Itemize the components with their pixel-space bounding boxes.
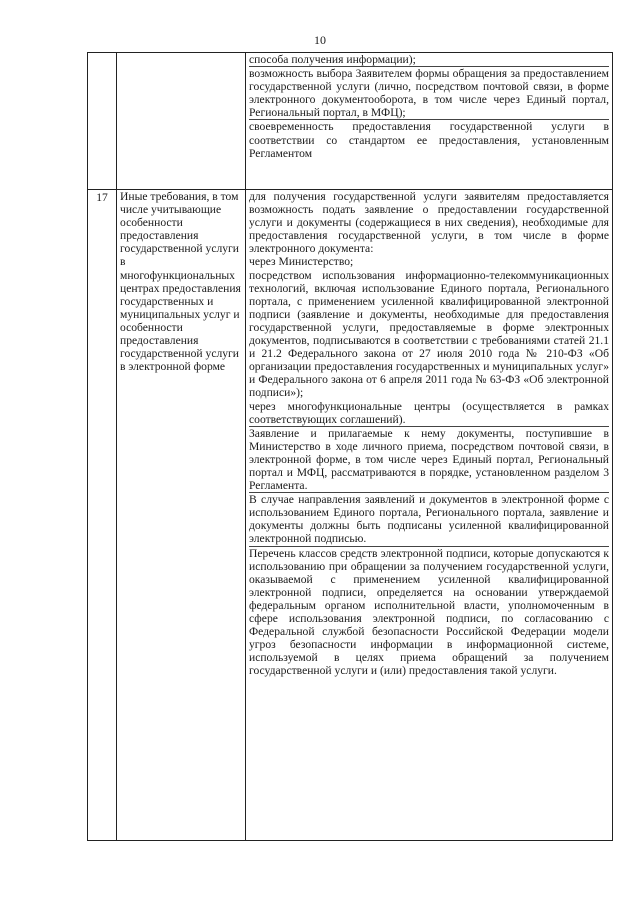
content-cell <box>246 53 613 190</box>
paragraph: Перечень классов средств электронной подписи, которые допускаются к использованию при обращении за получением государственной услуги, оказываемой с применением усиленной квалифицированной электронной подписи, определяется на основании утверждаемой федеральным органом исполнительной власти, уполномоченным в сфере использования электронной подписи, по согласованию с Федеральной службой безопасности Российской Федерации модели угроз безопасности информации в информационной системе, используемой в целях приема обращений за получением государственной услуги и (или) предоставления такой услуги. <box>249 546 609 678</box>
row-number: 17 <box>96 191 108 204</box>
paragraph: возможность выбора Заявителем формы обращения за предоставлением государственной услуги (лично, посредством почтовой связи, в форме электронного документооборота, в том числе через Единый портал, Региональный портал, в МФЦ); <box>249 67 609 120</box>
table-row <box>88 53 613 190</box>
paragraph: В случае направления заявлений и документов в электронной форме с использованием Единого портала, Регионального портала, заявление и документы должны быть подписаны усиленной квалифицированной электронной подписью. <box>249 493 609 546</box>
paragraph: своевременность предоставления государственной услуги в соответствии со стандартом ее предоставления, установленным Регламентом <box>249 120 609 160</box>
paragraph: посредством использования информационно-телекоммуникационных технологий, включая использование Единого портала, Регионального портала, с применением усиленной квалифицированной электронной подписи (заявление и документы, необходимые для предоставления государственной услуги, предоставляемые в форме электронных документов, подписываются в соответствии с требованиями статей 21.1 и 21.2 Федерального закона от 27 июля 2010 года № 210-ФЗ «Об организации предоставления государственных и муниципальных услуг» и Федерального закона от 6 апреля 2011 года № 63-ФЗ «Об электронной подписи»); <box>249 268 609 400</box>
paragraph: Заявление и прилагаемые к нему документы, поступившие в Министерство в ходе личного приема, посредством почтовой связи, в электронной форме, в том числе через Единый портал, Региональный портал и МФЦ, рассматриваются в порядке, установленном разделом 3 Регламента. <box>249 426 609 493</box>
paragraph: способа получения информации); <box>249 53 416 66</box>
row-number-cell <box>88 190 117 841</box>
table-row <box>88 190 613 841</box>
content-cell <box>246 190 613 841</box>
requirement-text: Иные требования, в том числе учитывающие особенности предоставления государственной услуги в многофункциональных центрах предоставления государственных и муниципальных услуг и особенности предоставления государственной услуги в электронной форме <box>120 190 241 374</box>
regulation-table <box>87 52 613 841</box>
page-number: 10 <box>314 33 326 47</box>
requirement-cell <box>117 190 246 841</box>
row-number-cell <box>88 53 117 190</box>
paragraph: через многофункциональные центры (осуществляется в рамках соответствующих соглашений). <box>249 399 609 426</box>
requirement-cell <box>117 53 246 190</box>
paragraph: для получения государственной услуги заявителям предоставляется возможность подать заявление о предоставлении государственной услуги и документы (содержащиеся в них сведения), необходимые для предоставления государственной услуги, в том числе в форме электронного документа: <box>249 190 609 256</box>
paragraph: через Министерство; <box>249 255 354 269</box>
